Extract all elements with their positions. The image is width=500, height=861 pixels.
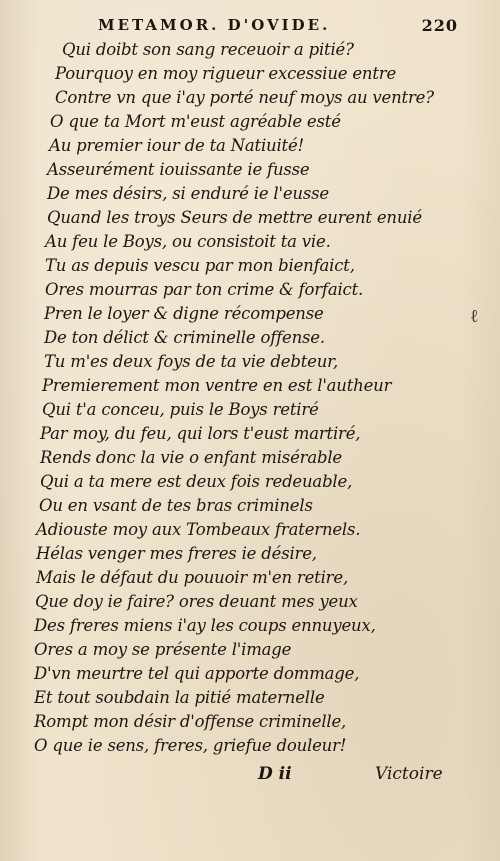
verse-line: Tu m'es deux foys de ta vie debteur, bbox=[44, 352, 339, 371]
verse-line: Rends donc la vie o enfant misérable bbox=[40, 448, 342, 467]
verse-line: Pourquoy en moy rigueur excessiue entre bbox=[55, 64, 397, 83]
verse-line: Ou en vsant de tes bras criminels bbox=[39, 496, 313, 515]
verse-line: O que ta Mort m'eust agréable esté bbox=[50, 112, 341, 131]
verse-line: Au feu le Boys, ou consistoit ta vie. bbox=[45, 232, 331, 251]
verse-line: Ores a moy se présente l'image bbox=[34, 640, 292, 659]
verse-line: Mais le défaut du pouuoir m'en retire, bbox=[36, 568, 348, 587]
verse-line: Tu as depuis vescu par mon bienfaict, bbox=[45, 256, 355, 275]
verse-line: Contre vn que i'ay porté neuf moys au ventre? bbox=[55, 88, 434, 107]
verse-line: Adiouste moy aux Tombeaux fraternels. bbox=[36, 520, 361, 539]
running-head bbox=[0, 16, 500, 38]
verse-line: Des freres miens i'ay les coups ennuyeux, bbox=[34, 616, 376, 635]
verse-line: Et tout soubdain la pitié maternelle bbox=[34, 688, 325, 707]
verse-line: O que ie sens, freres, griefue douleur! bbox=[34, 736, 347, 755]
verse-line: Qui a ta mere est deux fois redeuable, bbox=[40, 472, 353, 491]
verse-line: Que doy ie faire? ores deuant mes yeux bbox=[35, 592, 358, 611]
verse-line: Qui doibt son sang receuoir a pitié? bbox=[62, 40, 354, 59]
verse-line: Premierement mon ventre en est l'autheur bbox=[42, 376, 392, 395]
verse-line: Qui t'a conceu, puis le Boys retiré bbox=[42, 400, 319, 419]
verse-line: Quand les troys Seurs de mettre eurent enuié bbox=[47, 208, 422, 227]
verse-line: Pren le loyer & digne récompense bbox=[44, 304, 324, 323]
signature-mark: D ii bbox=[258, 764, 292, 784]
page-number: 220 bbox=[421, 16, 458, 35]
verse-line: Au premier iour de ta Natiuité! bbox=[49, 136, 304, 155]
verse-line: Par moy, du feu, qui lors t'eust martiré, bbox=[40, 424, 361, 443]
margin-mark: ℓ bbox=[470, 306, 479, 327]
verse-line: De mes désirs, si enduré ie l'eusse bbox=[47, 184, 329, 203]
running-title: METAMOR. D'OVIDE. bbox=[98, 16, 331, 34]
verse-line: Asseurément iouissante ie fusse bbox=[47, 160, 310, 179]
verse-line: De ton délict & criminelle offense. bbox=[44, 328, 325, 347]
catchline bbox=[0, 764, 500, 786]
verse-line: Ores mourras par ton crime & forfaict. bbox=[45, 280, 364, 299]
catchword: Victoire bbox=[375, 764, 443, 784]
verse-line: Hélas venger mes freres ie désire, bbox=[36, 544, 317, 563]
verse-line: D'vn meurtre tel qui apporte dommage, bbox=[34, 664, 360, 683]
verse-line: Rompt mon désir d'offense criminelle, bbox=[34, 712, 347, 731]
